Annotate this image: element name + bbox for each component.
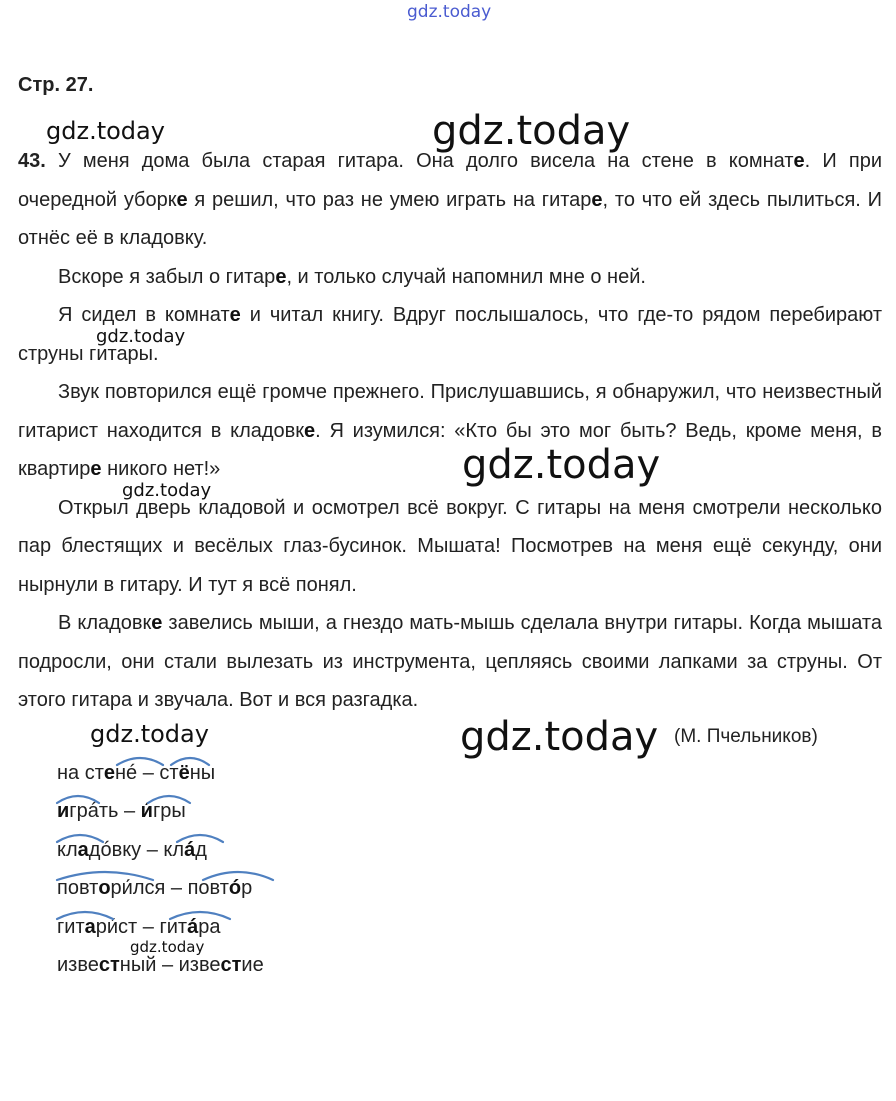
highlighted-letter: á [187, 916, 199, 938]
highlighted-letter: ё [178, 762, 190, 784]
word-pair: игрáть – и́гры [57, 800, 186, 822]
paragraph: Я сидел в комнате и читал книгу. Вдруг послышалось, что где-то рядом перебирают струны гитары. [18, 304, 882, 365]
highlighted-letter: и́ [140, 800, 153, 822]
highlighted-letter: ст [98, 954, 120, 976]
watermark: gdz.today [462, 442, 661, 488]
watermark: gdz.today [96, 326, 186, 347]
page-label: Стр. 27. [18, 74, 94, 96]
paragraph: Открыл дверь кладовой и осмотрел всё вокруг. С гитары на меня смотрели несколько пар блестящих и весёлых глаз-бусинок. Мышата! Посмотрев на меня ещё секунду, они нырнули в гитару. И тут я всё понял. [18, 496, 882, 596]
highlighted-letter: е [176, 188, 188, 211]
word-pair: повтори́лся – повтóр [57, 877, 253, 899]
paragraph: В кладовке завелись мыши, а гнездо мать-мышь сделала внутри гитары. Когда мышата подросли, они стали вылезать из инструмента, цепляясь своими лапками за струны. От этого гитара и звучала. Вот и вся разгадка. [18, 612, 882, 711]
watermark: gdz.today [46, 117, 165, 145]
highlighted-letter: а [77, 839, 89, 861]
exercise-number: 43. [18, 150, 46, 172]
highlighted-letter: е [591, 188, 603, 211]
watermark: gdz.today [90, 720, 209, 748]
highlighted-letter: á [184, 839, 196, 861]
author: (М. Пчельников) [674, 726, 818, 747]
highlighted-letter: е [793, 150, 805, 172]
paragraph: Звук повторился ещё громче прежнего. Прислушавшись, я обнаружил, что неизвестный гитарист находится в кладовке. Я изумился: «Кто бы это мог быть? Ведь, кроме меня, в квартире никого нет!» [18, 381, 882, 480]
paragraph: Вскоре я забыл о гитаре, и только случай напомнил мне о ней. [58, 265, 646, 288]
watermark: gdz.today [122, 480, 212, 501]
highlighted-letter: е [275, 265, 287, 288]
highlighted-letter: а [84, 916, 96, 938]
highlighted-letter: о [98, 877, 111, 899]
word-pair: известный – известие [57, 954, 264, 976]
highlighted-letter: е [304, 419, 316, 442]
text-body [18, 142, 882, 720]
highlighted-letter: ó [228, 877, 242, 899]
highlighted-letter: и [57, 800, 70, 822]
paragraph [18, 142, 882, 258]
highlighted-letter: ст [220, 954, 242, 976]
watermark: gdz.today [460, 714, 659, 760]
highlighted-letter: е [229, 304, 241, 326]
word-pair: кладóвку – клáд [57, 839, 207, 861]
highlighted-letter: е [151, 612, 163, 634]
watermark: gdz.today [130, 938, 205, 956]
highlighted-letter: е [90, 458, 102, 480]
watermark-top: gdz.today [407, 2, 492, 22]
word-pair: гитари́ст – гитáра [57, 916, 221, 938]
highlighted-letter: е [103, 762, 116, 784]
paragraph-text: У меня дома была старая гитара. Она долго висела на стене в комнате. И при очередной уборке я решил, что раз не умею играть на гитаре, то что ей здесь пылиться. И отнёс её в кладовку. [18, 150, 883, 249]
word-pair: на стенé – стёны [57, 762, 216, 784]
watermark: gdz.today [432, 108, 631, 154]
